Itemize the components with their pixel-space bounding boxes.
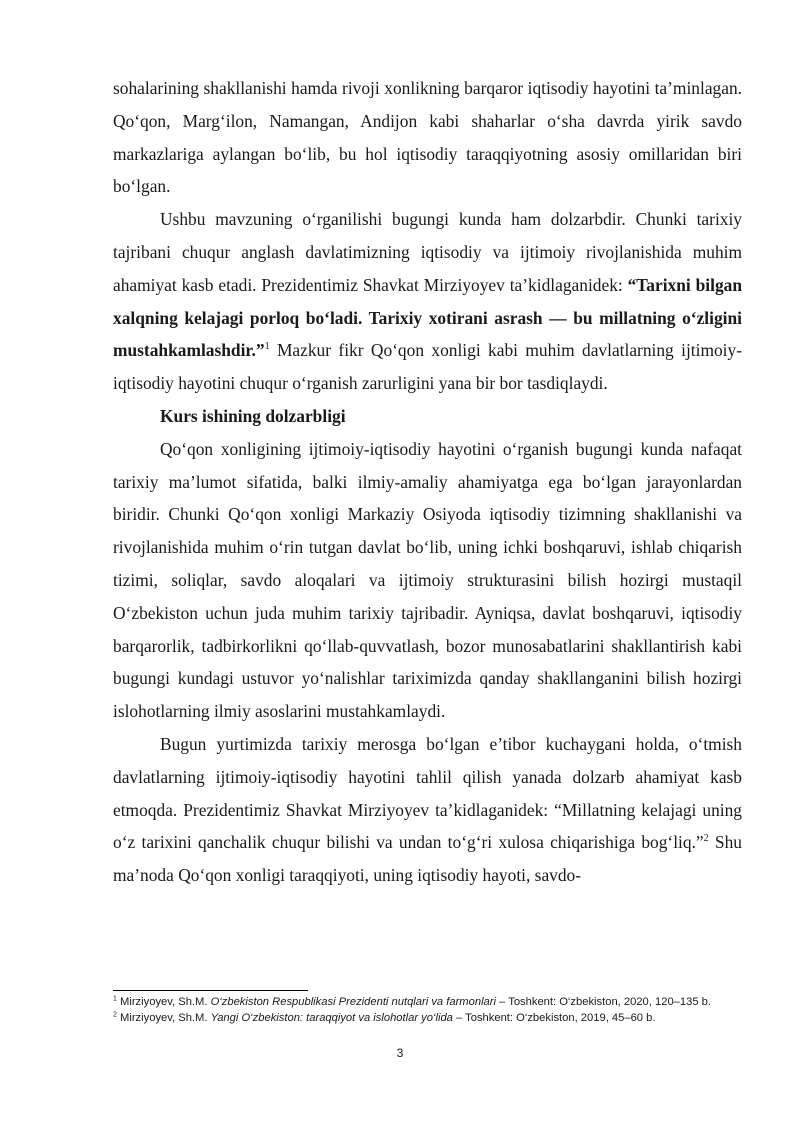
page-number: 3 <box>396 1046 404 1060</box>
footnote-divider <box>113 990 308 991</box>
footnote-title: O‘zbekiston Respublikasi Prezidenti nutqlari va farmonlari <box>210 996 496 1008</box>
footnote-publication: – Toshkent: O‘zbekiston, 2019, 45–60 b. <box>452 1011 656 1024</box>
paragraph-4 <box>113 728 742 892</box>
footnote-ref-1[interactable]: 1 <box>264 341 270 353</box>
paragraph-3: Qo‘qon xonligining ijtimoiy-iqtisodiy hayotini o‘rganish bugungi kunda nafaqat tarixiy ma’lumot sifatida, balki ilmiy-amaliy ahamiyatga ega bo‘lgan jarayonlardan biridir. Chunki Qo‘qon xonligi Markaziy Osiyoda iqtisodiy tizimning shakllanishi va rivojlanishida muhim o‘rin tutgan davlat bo‘lib, uning ichki boshqaruvi, ishlab chiqarish tizimi, soliqlar, savdo aloqalari va ijtimoiy strukturasini bilish hozirgi mustaqil O‘zbekiston uchun juda muhim tarixiy tajribadir. Ayniqsa, davlat boshqaruvi, iqtisodiy barqarorlik, tadbirkorlikni qo‘llab-quvvatlash, bozor munosabatlarini shakllantirish kabi bugungi kundagi ustuvor yo‘nalishlar tariximizda qanday shakllanganini bilish hozirgi islohotlarning ilmiy asoslarini mustahkamlaydi. <box>113 438 742 722</box>
president-quote-1: “Tarixni bilgan xalqning kelajagi porloq bo‘ladi. Tarixiy xotirani asrash — bu millatning o‘zligini mustahkamlashdir.” <box>113 274 743 361</box>
footnote-number: 1 <box>113 995 117 1003</box>
footnote-title: Yangi O‘zbekiston: taraqqiyot va islohotlar yo‘lida <box>210 1011 453 1024</box>
footnote-1 <box>113 995 742 1011</box>
footnote-author: Mirziyoyev, Sh.M. <box>120 996 211 1008</box>
footnote-2 <box>113 1011 742 1027</box>
footnote-number: 2 <box>113 1010 117 1018</box>
paragraph-1: sohalarining shakllanishi hamda rivoji xonlikning barqaror iqtisodiy hayotini ta’minlagan. Qo‘qon, Marg‘ilon, Namangan, Andijon kabi shaharlar o‘sha davrda yirik savdo markazlariga aylangan bo‘lib, bu hol iqtisodiy taraqqiyotning asosiy omillaridan biri bo‘lgan. <box>113 78 742 197</box>
footnote-ref-2[interactable]: 2 <box>703 833 709 845</box>
paragraph-2 <box>113 203 742 400</box>
paragraph-4-text: Bugun yurtimizda tarixiy merosga bo‘lgan e’tibor kuchaygani holda, o‘tmish davlatlarning ijtimoiy-iqtisodiy hayotini tahlil qilish yanada dolzarb ahamiyat kasb etmoqda. Prezidentimiz Shavkat Mirziyoyev ta’kidlaganidek: “Millatning kelajagi uning o‘z tarixini qanchalik chuqur bilishi va undan to‘g‘ri xulosa chiqarishiga bog‘liq.” <box>113 733 742 853</box>
paragraph-4-continuation: Shu ma’noda Qo‘qon xonligi taraqqiyoti, uning iqtisodiy hayoti, savdo- <box>113 832 742 886</box>
footnote-author: Mirziyoyev, Sh.M. <box>120 1011 211 1024</box>
paragraph-2-text: Ushbu mavzuning o‘rganilishi bugungi kunda ham dolzarbdir. Chunki tarixiy tajribani chuqur anglash davlatimizning iqtisodiy va ijtimoiy rivojlanishida muhim ahamiyat kasb etadi. Prezidentimiz Shavkat Mirziyoyev ta’kidlaganidek: <box>113 209 742 295</box>
footnotes <box>113 995 742 1026</box>
body-text <box>113 72 742 892</box>
paragraph-2-continuation: Mazkur fikr Qo‘qon xonligi kabi muhim davlatlarning ijtimoiy-iqtisodiy hayotini chuqur o‘rganish zarurligini yana bir bor tasdiqlaydi. <box>113 340 742 394</box>
section-heading: Kurs ishining dolzarbligi <box>160 405 346 426</box>
footnote-publication: – Toshkent: O‘zbekiston, 2020, 120–135 b. <box>496 996 711 1008</box>
